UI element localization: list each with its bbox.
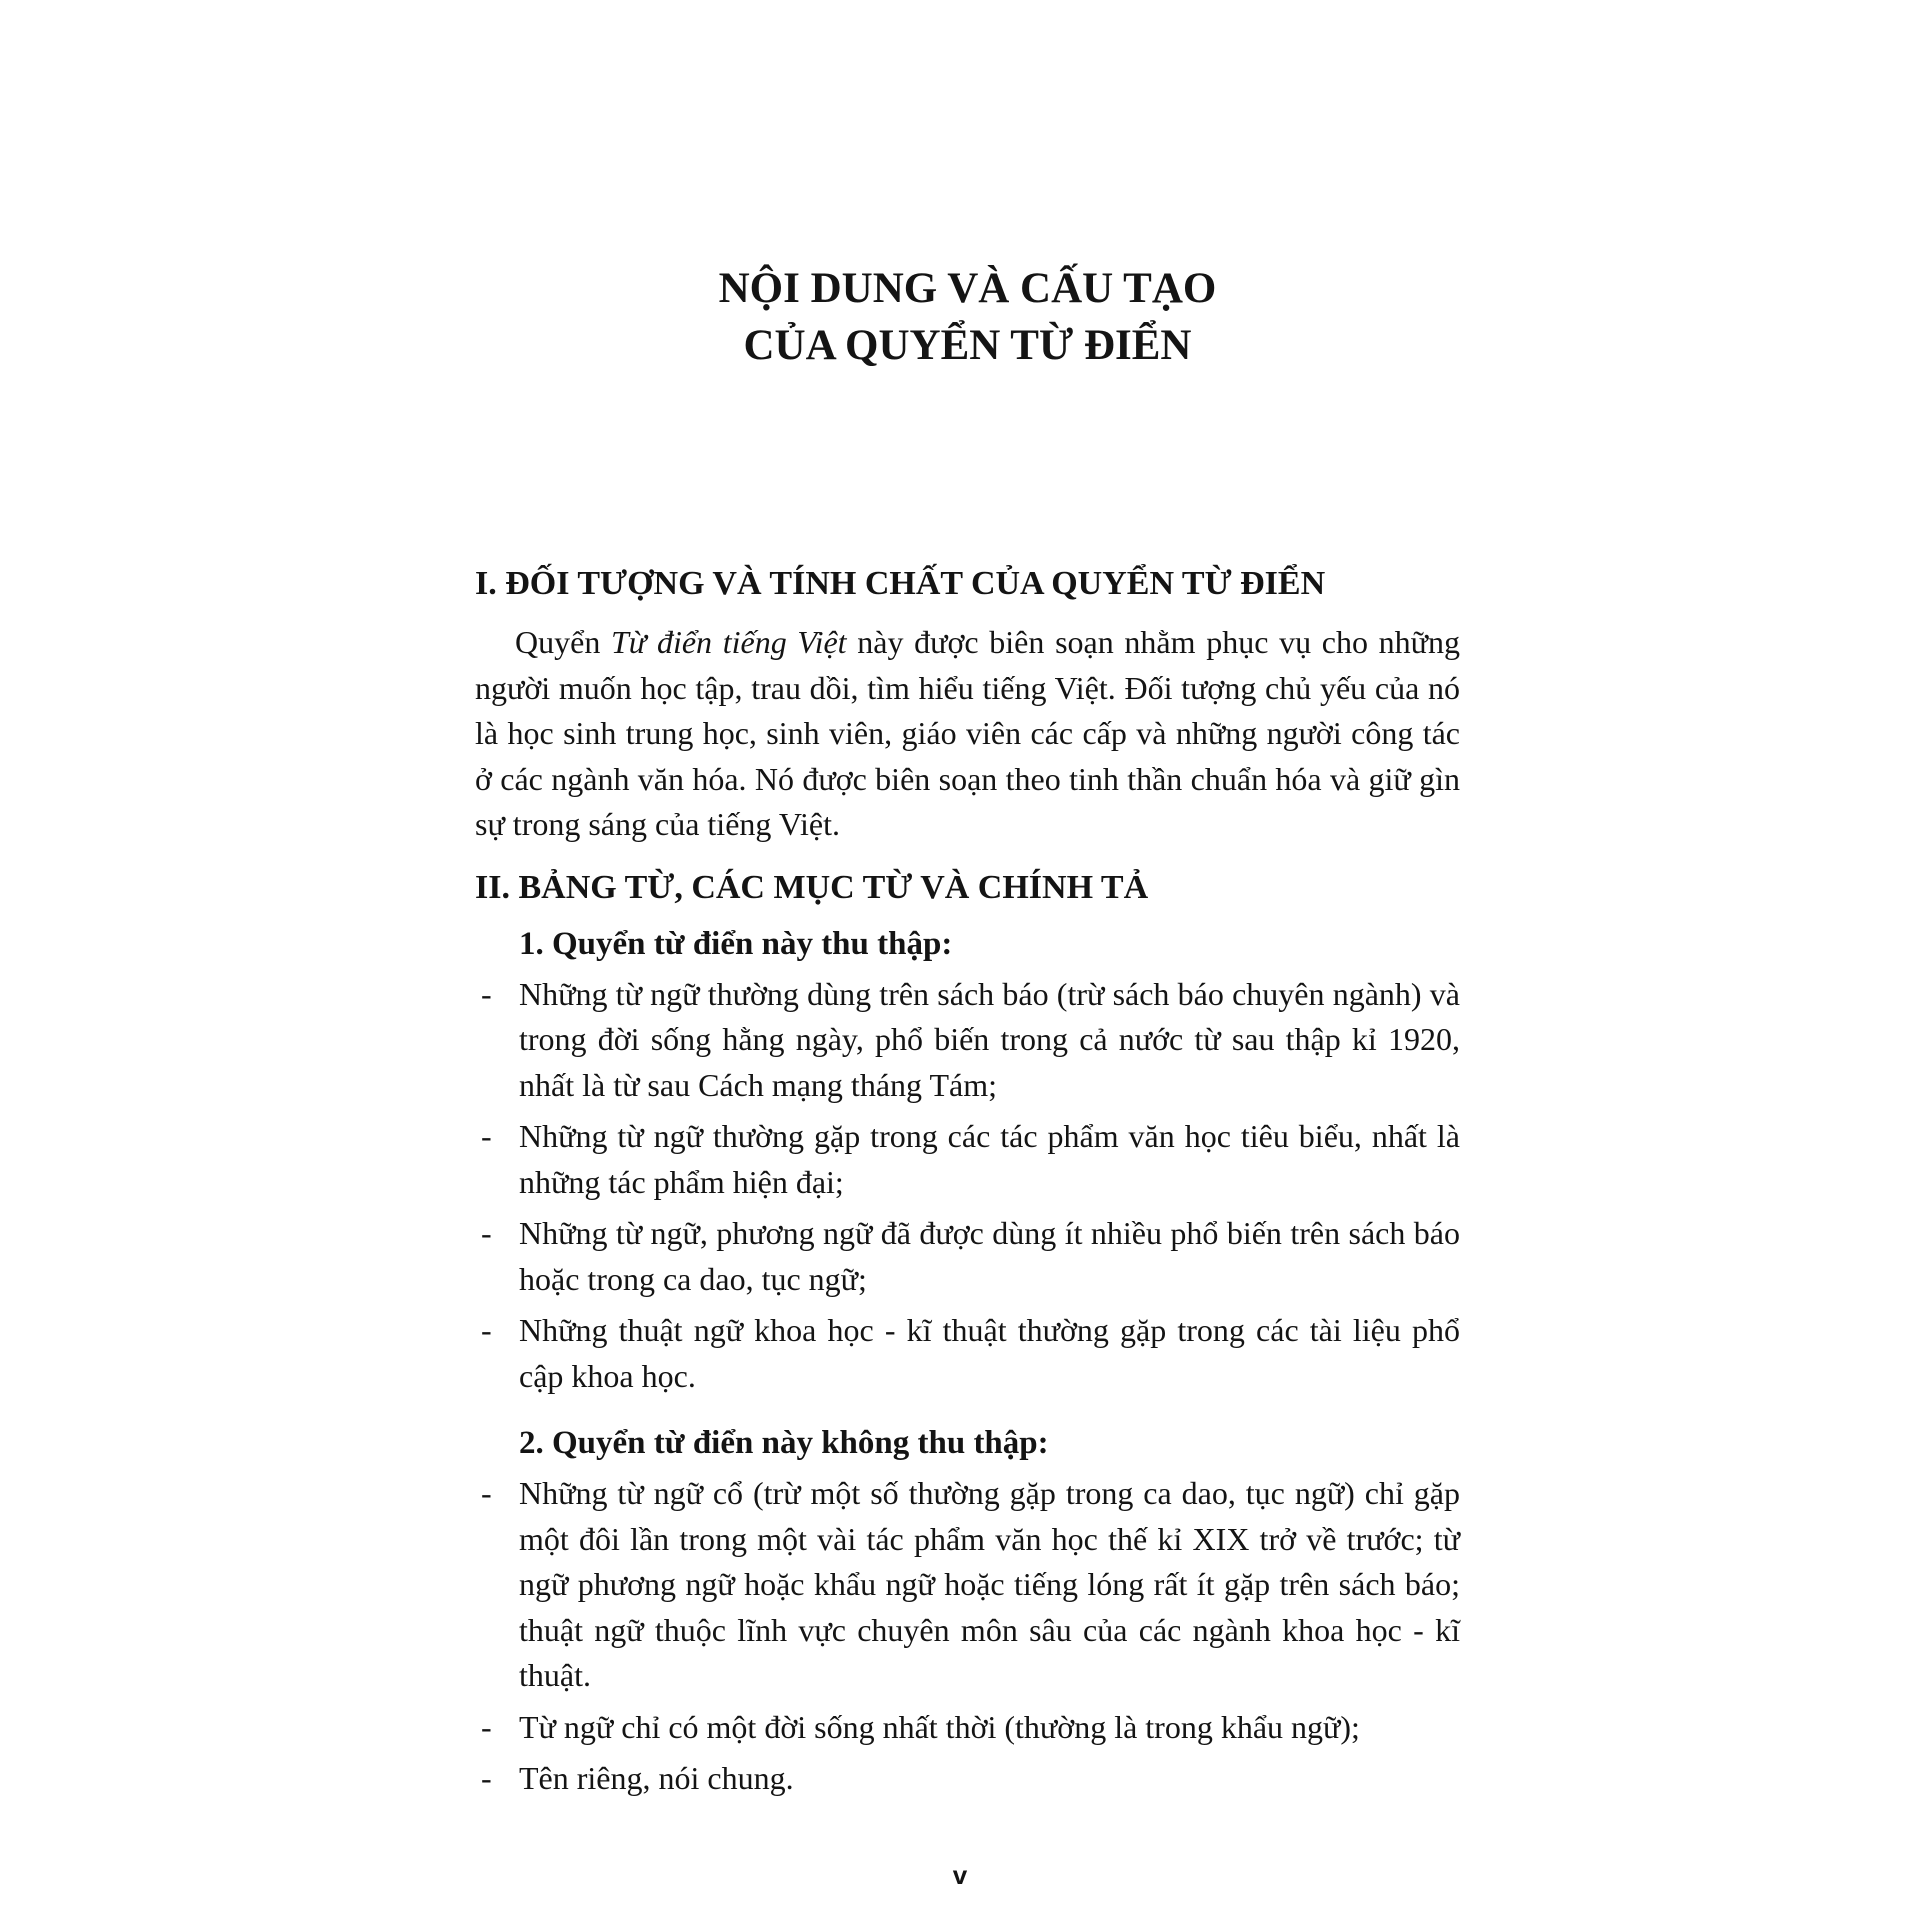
excluded-items-list [475, 1471, 1460, 1802]
section-2-heading: II. BẢNG TỪ, CÁC MỤC TỪ VÀ CHÍNH TẢ [475, 868, 1149, 906]
list-item-text: Những từ ngữ, phương ngữ đã được dùng ít nhiều phổ biến trên sách báo hoặc trong ca dao, tục ngữ; [519, 1215, 1460, 1297]
bullet-dash: - [481, 1708, 492, 1745]
list-item [475, 1211, 1460, 1302]
document-title [475, 260, 1460, 374]
subsection-2-heading: 2. Quyển từ điển này không thu thập: [519, 1425, 1049, 1461]
dictionary-title-italic: Từ điển tiếng Việt [611, 624, 847, 660]
bullet-dash: - [481, 975, 492, 1012]
bullet-dash: - [481, 1760, 492, 1796]
list-item-text: Tên riêng, nói chung. [519, 1760, 794, 1796]
list-item-text: Những thuật ngữ khoa học - kĩ thuật thường gặp trong các tài liệu phổ cập khoa học. [519, 1312, 1460, 1394]
title-line-2: CỦA QUYỂN TỪ ĐIỂN [743, 322, 1192, 369]
list-item [475, 1756, 1460, 1802]
paragraph-text-rest: này được biên soạn nhằm phục vụ cho những người muốn học tập, trau dồi, tìm hiểu tiếng Việt. Đối tượng chủ yếu của nó là học sinh trung học, sinh viên, giáo viên các cấp và những người công tác ở các ngành văn hóa. Nó được biên soạn theo tinh thần chuẩn hóa và giữ gìn sự trong sáng của tiếng Việt. [475, 624, 1460, 842]
title-line-1: NỘI DUNG VÀ CẤU TẠO [718, 265, 1217, 312]
page-number: v [952, 1860, 968, 1890]
list-item [475, 1114, 1460, 1205]
document-page [475, 260, 1460, 1802]
list-item-text: Những từ ngữ thường gặp trong các tác phẩm văn học tiêu biểu, nhất là những tác phẩm hiện đại; [519, 1118, 1460, 1200]
paragraph-text-start: Quyển [515, 624, 611, 660]
section-1-paragraph [475, 620, 1460, 848]
bullet-dash: - [481, 1215, 492, 1251]
bullet-dash: - [481, 1312, 492, 1348]
collected-items-list [475, 972, 1460, 1400]
list-item [475, 1308, 1460, 1399]
list-item-text: Những từ ngữ cổ (trừ một số thường gặp trong ca dao, tục ngữ) chỉ gặp một đôi lần trong một vài tác phẩm văn học thế kỉ XIX trở về trước; từ ngữ phương ngữ hoặc khẩu ngữ hoặc tiếng lóng rất ít gặp trên sách báo; thuật ngữ thuộc lĩnh vực chuyên môn sâu của các ngành khoa học - kĩ thuật. [519, 1475, 1460, 1693]
section-1-heading: I. ĐỐI TƯỢNG VÀ TÍNH CHẤT CỦA QUYỂN TỪ ĐIỂN [475, 565, 1326, 602]
list-item [475, 1471, 1460, 1699]
bullet-dash: - [481, 1118, 492, 1154]
list-item-text: Từ ngữ chỉ có một đời sống nhất thời (thường là trong khẩu ngữ); [519, 1708, 1360, 1745]
bullet-dash: - [481, 1475, 492, 1511]
subsection-1-heading: 1. Quyển từ điển này thu thập: [519, 925, 953, 962]
list-item-text: Những từ ngữ thường dùng trên sách báo (trừ sách báo chuyên ngành) và trong đời sống hằng ngày, phổ biến trong cả nước từ sau thập kỉ 1920, nhất là từ sau Cách mạng tháng Tám; [519, 975, 1460, 1103]
list-item [475, 972, 1460, 1109]
list-item [475, 1705, 1460, 1751]
